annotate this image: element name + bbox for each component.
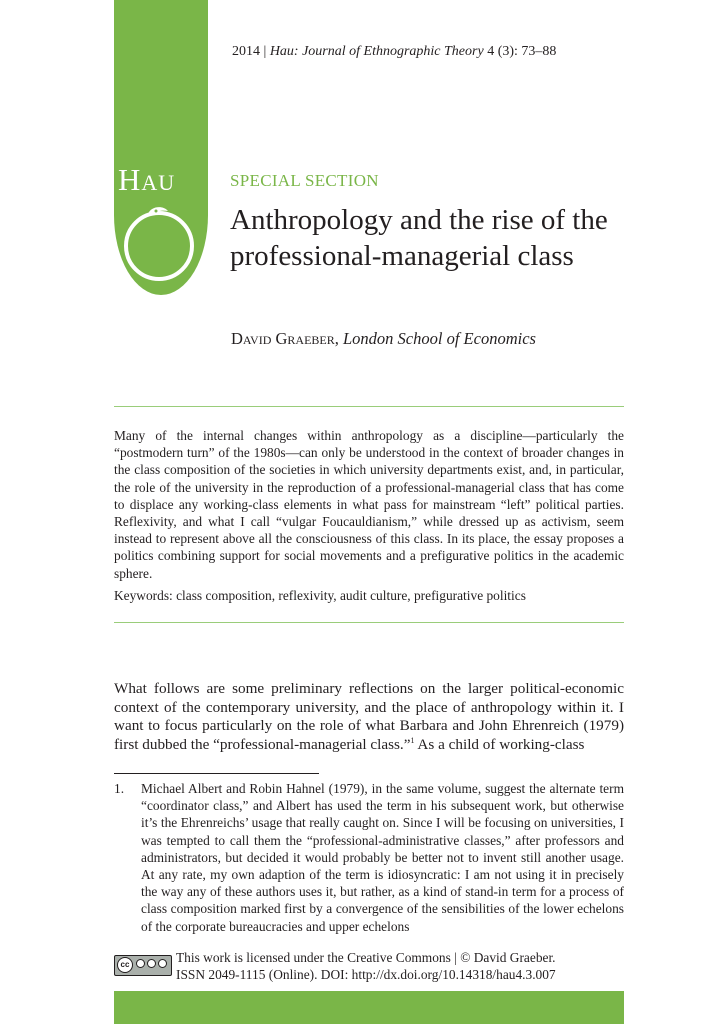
license-notice	[176, 950, 556, 983]
license-line-1: This work is licensed under the Creative Commons | © David Graeber.	[176, 950, 556, 965]
body-text-part-2: As a child of working-class	[414, 735, 585, 753]
journal-logo-text: Hau	[118, 162, 176, 197]
body-paragraph	[114, 680, 624, 754]
author-line: David Graeber, London School of Economics	[231, 329, 536, 348]
abstract-top-rule	[114, 406, 624, 407]
footnote-rule	[114, 773, 319, 774]
by-icon	[136, 959, 145, 968]
footnote-text: Michael Albert and Robin Hahnel (1979), in the same volume, suggest the alternate term “coordinator class,” and Albert has used the term in his subsequent work, but otherwise it’s the Ehrenreichs’ usage that really caught on. Since I will be focusing on universities, I was tempted to call them the “professional-administrative classes,” after professors and administrators, but decided it would probably be better not to invent still another usage. At any rate, my own adaption of the term is idiosyncratic: I am not using it in precisely the way any of these authors uses it, but rather, as a kind of stand-in term for a process of class composition marked first by a convergence of the sensibilities of the lower echelons of the corporate bureaucracies and upper echelons	[141, 781, 624, 934]
footnote-number: 1.	[114, 781, 125, 796]
footnote-reference[interactable]: 1	[410, 735, 415, 745]
author-name: David Graeber	[231, 329, 335, 348]
citation-journal: Hau: Journal of Ethnographic Theory	[269, 44, 484, 59]
cc-icon: cc	[117, 957, 133, 973]
footnote	[114, 780, 624, 935]
citation-volume: 4 (3): 73–88	[483, 44, 557, 59]
section-label: SPECIAL SECTION	[230, 171, 379, 190]
journal-citation	[232, 44, 556, 60]
nd-icon	[158, 959, 167, 968]
ouroboros-icon	[118, 202, 200, 284]
nc-icon	[147, 959, 156, 968]
article-title: Anthropology and the rise of the professional-managerial class	[230, 204, 608, 272]
creative-commons-badge	[114, 955, 172, 976]
author-affiliation: London School of Economics	[343, 329, 536, 348]
citation-year: 2014 |	[232, 44, 270, 59]
abstract-bottom-rule	[114, 622, 624, 623]
keywords: Keywords: class composition, reflexivity, audit culture, prefigurative politics	[114, 588, 526, 603]
body-text-part-1: What follows are some preliminary reflections on the larger political-economic context of the contemporary university, and the place of anthropology within it. I want to focus particularly on the role of what Barbara and John Ehrenreich (1979) first dubbed the “professional-managerial class.”	[114, 680, 624, 753]
license-line-2: ISSN 2049-1115 (Online). DOI: http://dx.doi.org/10.14318/hau4.3.007	[176, 966, 556, 982]
abstract: Many of the internal changes within anthropology as a discipline—particularly the “postmodern turn” of the 1980s—can only be understood in the context of broader changes in the class composition of the societies in which university departments exist, and, in particular, the role of the university in the reproduction of a professional-managerial class that has come to displace any working-class elements in what pass for mainstream “left” political parties. Reflexivity, and what I call “vulgar Foucauldianism,” while dressed up as activism, seem instead to represent above all the consciousness of this class. In its place, the essay proposes a politics combining support for social movements and a prefigurative politics in the academic sphere.	[114, 428, 624, 581]
footer-color-bar	[114, 991, 624, 1024]
